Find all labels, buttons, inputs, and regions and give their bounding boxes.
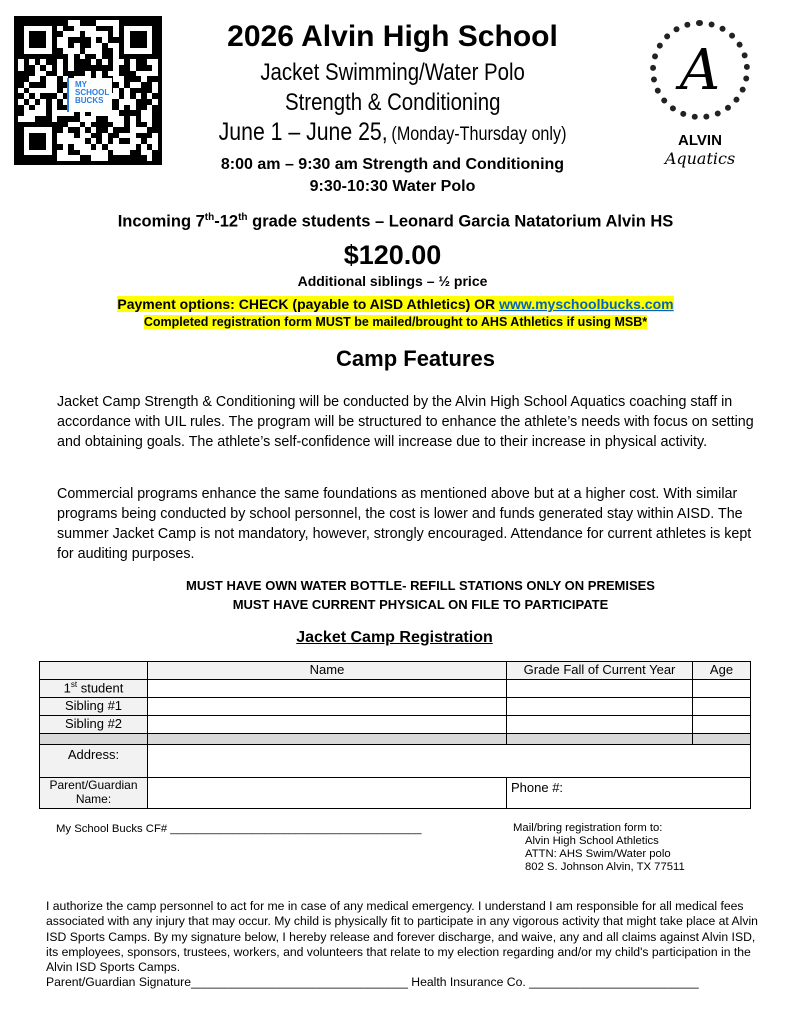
student-name-field[interactable] (148, 680, 507, 698)
header-age: Age (693, 662, 751, 680)
subtitle-strength: Strength & Conditioning (284, 89, 501, 116)
mail-line: 802 S. Johnson Alvin, TX 77511 (525, 861, 685, 873)
registration-table (39, 661, 751, 809)
address-field[interactable] (148, 745, 751, 778)
sibling2-name-field[interactable] (148, 716, 507, 734)
features-paragraph-2: Commercial programs enhance the same foundations as mentioned above but at a higher cost. With similar programs being conducted by school personnel, the cost is lower and funds generated stay within AISD. The summer Jacket Camp is not mandatory, however, strongly encouraged. Attendance for current athletes is kept for auditing purposes. (57, 486, 752, 562)
signature-line[interactable]: Parent/Guardian Signature________________________________ Health Insurance Co. _________________________ (46, 975, 699, 990)
price: $120.00 (343, 240, 442, 270)
payment-note: Completed registration form MUST be mailed/brought to AHS Athletics if using MSB* (143, 315, 648, 329)
address-label: Address: (40, 745, 148, 778)
requirement-water: MUST HAVE OWN WATER BOTTLE- REFILL STATIONS ONLY ON PREMISES (186, 578, 655, 593)
row-label: Sibling #1 (40, 698, 148, 716)
logo-text: MY (75, 80, 87, 89)
header-blank (40, 662, 148, 680)
myschoolbucks-logo (67, 78, 112, 112)
splash-a-icon: A (650, 20, 750, 120)
text: th (204, 212, 215, 223)
sibling2-grade-field[interactable] (507, 716, 693, 734)
text: 1 (63, 680, 71, 696)
features-heading: Camp Features (336, 346, 495, 371)
mail-line: Mail/bring registration form to: (513, 822, 663, 834)
cf-number-field[interactable]: My School Bucks CF# ________________________________________ (56, 823, 422, 835)
schedule-strength: 8:00 am – 9:30 am Strength and Conditioning (220, 156, 565, 173)
phone-field[interactable] (507, 778, 751, 809)
sibling2-age-field[interactable] (693, 716, 751, 734)
sibling-price: Additional siblings – ½ price (297, 273, 488, 289)
schedule-water-polo: 9:30-10:30 Water Polo (309, 178, 476, 195)
payment-options: Payment options: CHECK (payable to AISD Athletics) OR (117, 296, 500, 312)
parent-name-field[interactable] (148, 778, 507, 809)
text: Parent/Guardian (49, 778, 138, 792)
mail-to (513, 822, 685, 874)
logo-aquatics: Aquatics (664, 149, 736, 168)
page-title: 2026 Alvin High School (227, 20, 558, 53)
row-label (40, 680, 148, 698)
eligibility (0, 212, 791, 232)
subtitle-program: Jacket Swimming/Water Polo (260, 59, 525, 86)
disclaimer-text: I authorize the camp personnel to act for me in case of any medical emergency. I understand I am responsible for all medical fees associated with any injury that may occur. My child is physically fit to participate in any vigorous activity that might take place at Alvin ISD Sports Camps. By my signature below, I hereby release and forever discharge, and waive, any and all claims against Alvin ISD, its employees, sponsors, trustees, workers, and volunteers that relate to my election regarding and/or my child's participation in the Alvin ISD Sports Camps. (46, 899, 758, 975)
text: Incoming 7 (117, 212, 205, 231)
phone-label: Phone #: (511, 780, 564, 795)
camp-days: (Monday-Thursday only) (391, 124, 567, 145)
features-paragraph-1: Jacket Camp Strength & Conditioning will be conducted by the Alvin High School Aquatics coaching staff in accordance with UIL rules. The program will be structured to enhance the athlete’s needs with focus on setting and obtaining goals. The athlete’s self-confidence will increase due to their increase in physical activity. (57, 394, 754, 450)
text: th (238, 212, 248, 223)
sibling1-grade-field[interactable] (507, 698, 693, 716)
text: st (70, 680, 78, 689)
logo-text: SCHOOL (75, 88, 110, 97)
requirement-physical: MUST HAVE CURRENT PHYSICAL ON FILE TO PARTICIPATE (232, 597, 609, 612)
logo-text: BUCKS (75, 96, 104, 105)
table-row (40, 698, 751, 716)
student-grade-field[interactable] (507, 680, 693, 698)
text: grade students – Leonard Garcia Natatorium Alvin HS (247, 212, 674, 231)
text: Name: (75, 792, 112, 806)
text: -12 (214, 212, 239, 231)
alvin-aquatics-logo (640, 15, 760, 168)
parent-label (40, 778, 148, 809)
camp-dates: June 1 – June 25, (218, 118, 388, 146)
table-row (40, 680, 751, 698)
row-label: Sibling #2 (40, 716, 148, 734)
sibling1-name-field[interactable] (148, 698, 507, 716)
student-age-field[interactable] (693, 680, 751, 698)
divider-row (40, 734, 751, 745)
table-row (40, 716, 751, 734)
header-name: Name (148, 662, 507, 680)
disclaimer (46, 899, 766, 991)
mail-line: ATTN: AHS Swim/Water polo (525, 848, 671, 860)
sibling1-age-field[interactable] (693, 698, 751, 716)
registration-heading: Jacket Camp Registration (296, 629, 493, 646)
myschoolbucks-link[interactable]: www.myschoolbucks.com (499, 296, 674, 312)
mail-line: Alvin High School Athletics (525, 835, 659, 847)
header-grade: Grade Fall of Current Year (507, 662, 693, 680)
text: student (77, 680, 124, 696)
logo-alvin: ALVIN (678, 132, 722, 149)
